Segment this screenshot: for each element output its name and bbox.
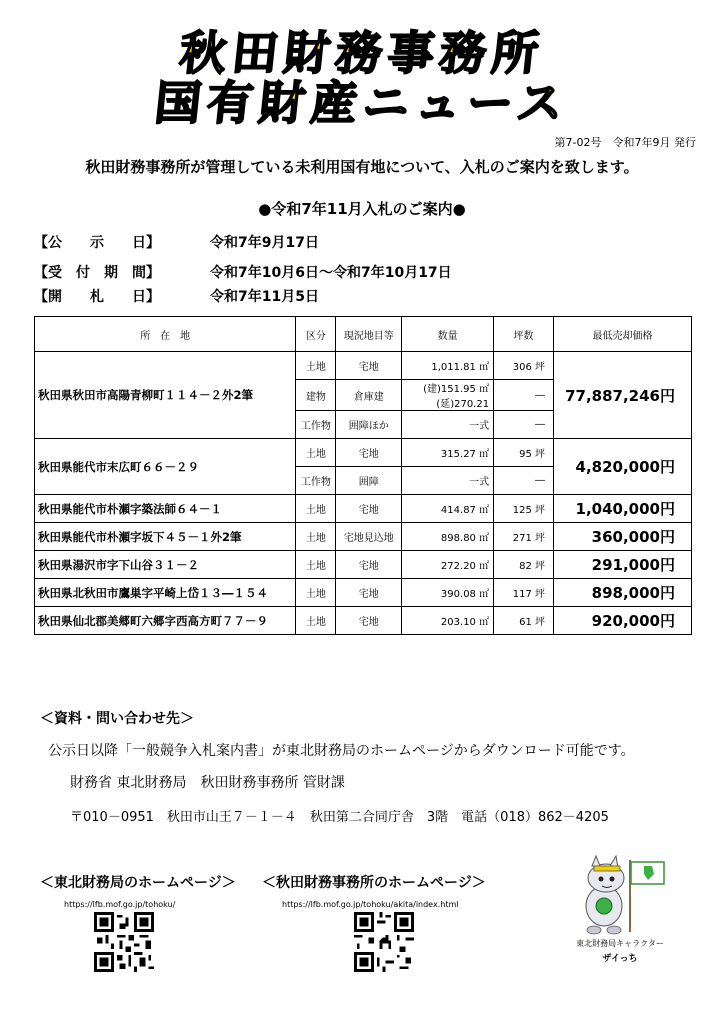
item-chimoku: 宅地: [336, 439, 402, 467]
item-quantity: 一式: [402, 411, 494, 439]
property-price: 898,000円: [554, 579, 692, 607]
table-row: [35, 523, 692, 551]
table-row: [35, 352, 692, 380]
property-location: 秋田県秋田市高陽青柳町１１４－２外2筆: [35, 352, 296, 439]
item-tsubo: 125 坪: [494, 495, 554, 523]
item-kubun: 土地: [296, 551, 336, 579]
property-price: 360,000円: [554, 523, 692, 551]
item-tsubo: 95 坪: [494, 439, 554, 467]
item-chimoku: 宅地: [336, 579, 402, 607]
header-tsubo: 坪数: [494, 317, 554, 352]
mascot-caption: 東北財務局キャラクター: [576, 939, 664, 948]
table-row: [35, 607, 692, 635]
item-chimoku: 宅地: [336, 607, 402, 635]
item-kubun: 土地: [296, 607, 336, 635]
property-location: 秋田県湯沢市字下山谷３１－２: [35, 551, 296, 579]
item-quantity: 390.08 ㎡: [402, 579, 494, 607]
item-tsubo: 306 坪: [494, 352, 554, 380]
zaicchi-mascot: [574, 852, 670, 938]
item-quantity: 272.20 ㎡: [402, 551, 494, 579]
item-quantity: 898.80 ㎡: [402, 523, 494, 551]
item-kubun: 土地: [296, 439, 336, 467]
schedule-announcement: [34, 232, 319, 252]
item-kubun: 工作物: [296, 411, 336, 439]
akita-url[interactable]: https://lfb.mof.go.jp/tohoku/akita/index.html: [282, 900, 459, 909]
schedule-value: 令和7年11月5日: [210, 289, 319, 305]
schedule-key: 【開 札 日】: [34, 289, 160, 305]
item-chimoku: 宅地: [336, 551, 402, 579]
property-location: 秋田県北秋田市鷹巣字平崎上岱１３―１５４: [35, 579, 296, 607]
property-price: 1,040,000円: [554, 495, 692, 523]
item-chimoku: 囲障ほか: [336, 411, 402, 439]
item-tsubo: 117 坪: [494, 579, 554, 607]
table-header-row: [35, 317, 692, 352]
item-tsubo: 82 坪: [494, 551, 554, 579]
tohoku-url[interactable]: https://lfb.mof.go.jp/tohoku/: [64, 900, 176, 909]
header-price: 最低売却価格: [554, 317, 692, 352]
item-tsubo: 61 坪: [494, 607, 554, 635]
schedule-value: 令和7年9月17日: [210, 235, 319, 251]
item-chimoku: 囲障: [336, 467, 402, 495]
header-quantity: 数量: [402, 317, 494, 352]
schedule-key: 【公 示 日】: [34, 235, 160, 251]
schedule-reception: [34, 262, 452, 282]
item-chimoku: 宅地見込地: [336, 523, 402, 551]
newsletter-title: [0, 26, 724, 130]
title-line-2: 国有財産ニュース: [152, 76, 572, 130]
schedule-value: 令和7年10月6日～令和7年10月17日: [210, 265, 452, 281]
property-location: 秋田県仙北郡美郷町六郷字西高方町７７－９: [35, 607, 296, 635]
property-price: 77,887,246円: [554, 352, 692, 439]
title-line-1: 秋田財務事務所: [177, 26, 547, 80]
property-location: 秋田県能代市末広町６６－２９: [35, 439, 296, 495]
item-kubun: 土地: [296, 579, 336, 607]
schedule-opening: [34, 286, 319, 306]
auction-subheading: ●令和7年11月入札のご案内●: [258, 200, 466, 218]
contact-office: 財務省 東北財務局 秋田財務事務所 管財課: [70, 775, 345, 791]
schedule-key: 【受 付 期 間】: [34, 265, 160, 281]
item-kubun: 建物: [296, 380, 336, 411]
item-quantity: 1,011.81 ㎡: [402, 352, 494, 380]
table-row: [35, 495, 692, 523]
item-tsubo: ―: [494, 380, 554, 411]
table-row: [35, 579, 692, 607]
item-kubun: 工作物: [296, 467, 336, 495]
item-kubun: 土地: [296, 352, 336, 380]
lead-text: 秋田財務事務所が管理している未利用国有地について、入札のご案内を致します。: [85, 158, 639, 176]
header-location: 所 在 地: [35, 317, 296, 352]
table-row: [35, 551, 692, 579]
property-location: 秋田県能代市朴瀬字坂下４５－１外2筆: [35, 523, 296, 551]
item-tsubo: 271 坪: [494, 523, 554, 551]
item-quantity: 一式: [402, 467, 494, 495]
item-quantity: 203.10 ㎡: [402, 607, 494, 635]
contact-paragraph: 公示日以降「一般競争入札案内書」が東北財務局のホームページからダウンロード可能です。: [48, 743, 635, 759]
item-kubun: 土地: [296, 523, 336, 551]
item-tsubo: ―: [494, 467, 554, 495]
property-price: 291,000円: [554, 551, 692, 579]
item-chimoku: 倉庫建: [336, 380, 402, 411]
contact-address: 〒010－0951 秋田市山王７－１－４ 秋田第二合同庁舎 3階 電話（018）862－4205: [70, 810, 609, 825]
property-price: 920,000円: [554, 607, 692, 635]
item-quantity: 414.87 ㎡: [402, 495, 494, 523]
property-table: [34, 316, 692, 635]
property-price: 4,820,000円: [554, 439, 692, 495]
issue-number: 第7-02号 令和7年9月 発行: [554, 136, 696, 149]
item-quantity: (建)151.95 ㎡ (延)270.21: [402, 380, 494, 411]
akita-hp-heading: ＜秋田財務事務所のホームページ＞: [262, 875, 486, 891]
akita-qr-code[interactable]: [354, 912, 414, 972]
header-kubun: 区分: [296, 317, 336, 352]
contact-heading: ＜資料・問い合わせ先＞: [40, 711, 194, 727]
item-tsubo: ―: [494, 411, 554, 439]
item-quantity: 315.27 ㎡: [402, 439, 494, 467]
tohoku-qr-code[interactable]: [94, 912, 154, 972]
property-location: 秋田県能代市朴瀬字築法師６４－１: [35, 495, 296, 523]
table-row: [35, 439, 692, 467]
mascot-name: ザイっち: [602, 954, 638, 964]
item-kubun: 土地: [296, 495, 336, 523]
header-chimoku: 現況地目等: [336, 317, 402, 352]
tohoku-hp-heading: ＜東北財務局のホームページ＞: [40, 875, 236, 891]
item-chimoku: 宅地: [336, 495, 402, 523]
item-chimoku: 宅地: [336, 352, 402, 380]
